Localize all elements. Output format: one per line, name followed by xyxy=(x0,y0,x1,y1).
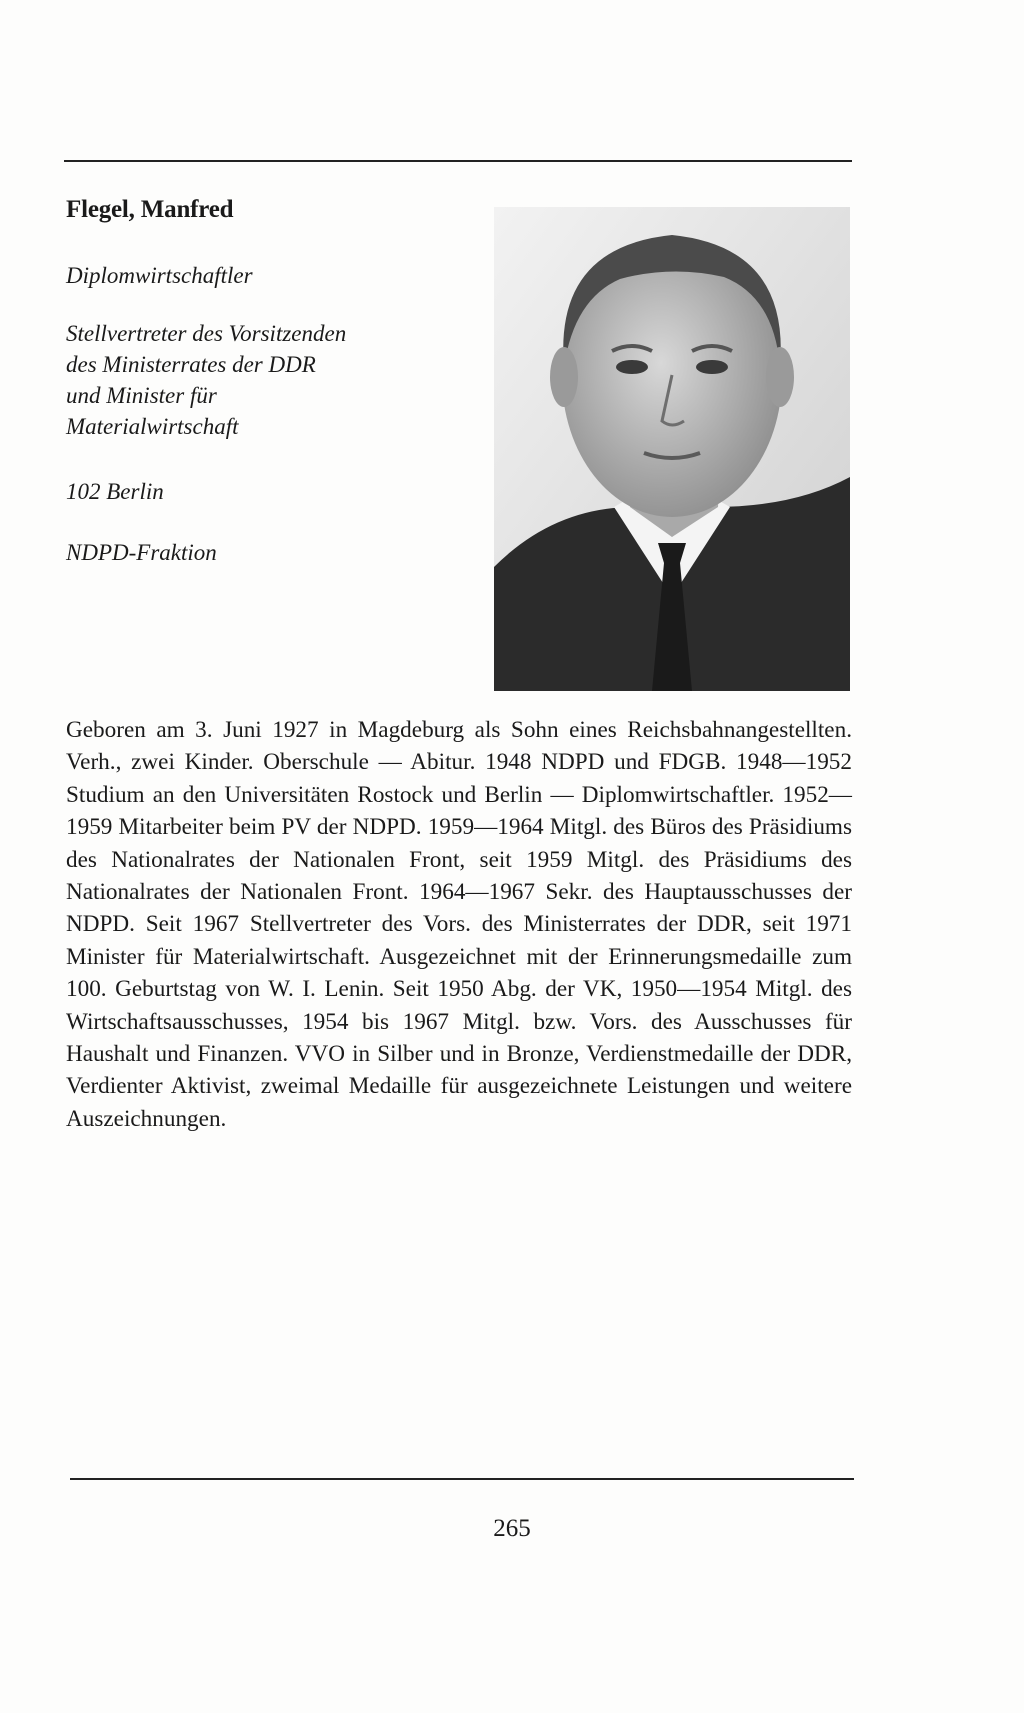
portrait-photo xyxy=(494,207,850,691)
biography-text: Geboren am 3. Juni 1927 in Magdeburg als Sohn eines Reichsbahnangestellten. Verh., zwei Kinder. Oberschule — Abitur. 1948 NDPD und FDGB. 1948—1952 Studium an den Universitäten Rostock und Berlin — Diplomwirtschaftler. 1952—1959 Mitarbeiter beim PV der NDPD. 1959—1964 Mitgl. des Büros des Präsidiums des Nationalrates der Nationalen Front, seit 1959 Mitgl. des Präsidiums des Nationalrates der Nationalen Front. 1964—1967 Sekr. des Hauptausschusses der NDPD. Seit 1967 Stellvertreter des Vors. des Ministerrates der DDR, seit 1971 Minister für Materialwirtschaft. Ausgezeichnet mit der Erinnerungsmedaille zum 100. Geburtstag von W. I. Lenin. Seit 1950 Abg. der VK, 1950—1954 Mitgl. des Wirtschaftsausschusses, 1954 bis 1967 Mitgl. bzw. Vors. des Ausschusses für Haushalt und Finanzen. VVO in Silber und in Bronze, Verdienstmedaille der DDR, Verdienter Aktivist, zweimal Medaille für ausgezeichnete Leistungen und weitere Auszeichnungen. xyxy=(66,717,852,1132)
portrait-illustration xyxy=(494,207,850,691)
top-rule xyxy=(64,160,852,162)
position-line: Materialwirtschaft xyxy=(66,414,239,439)
position-line: des Ministerrates der DDR xyxy=(66,352,316,377)
profession: Diplomwirtschaftler xyxy=(66,263,253,288)
position-line: und Minister für xyxy=(66,383,217,408)
person-name: Flegel, Manfred xyxy=(66,196,234,223)
faction: NDPD-Fraktion xyxy=(66,540,217,565)
bottom-rule xyxy=(70,1478,854,1480)
page-number: 265 xyxy=(493,1515,531,1542)
position-title xyxy=(66,318,426,442)
city: 102 Berlin xyxy=(66,479,164,504)
position-line: Stellvertreter des Vorsitzenden xyxy=(66,321,347,346)
